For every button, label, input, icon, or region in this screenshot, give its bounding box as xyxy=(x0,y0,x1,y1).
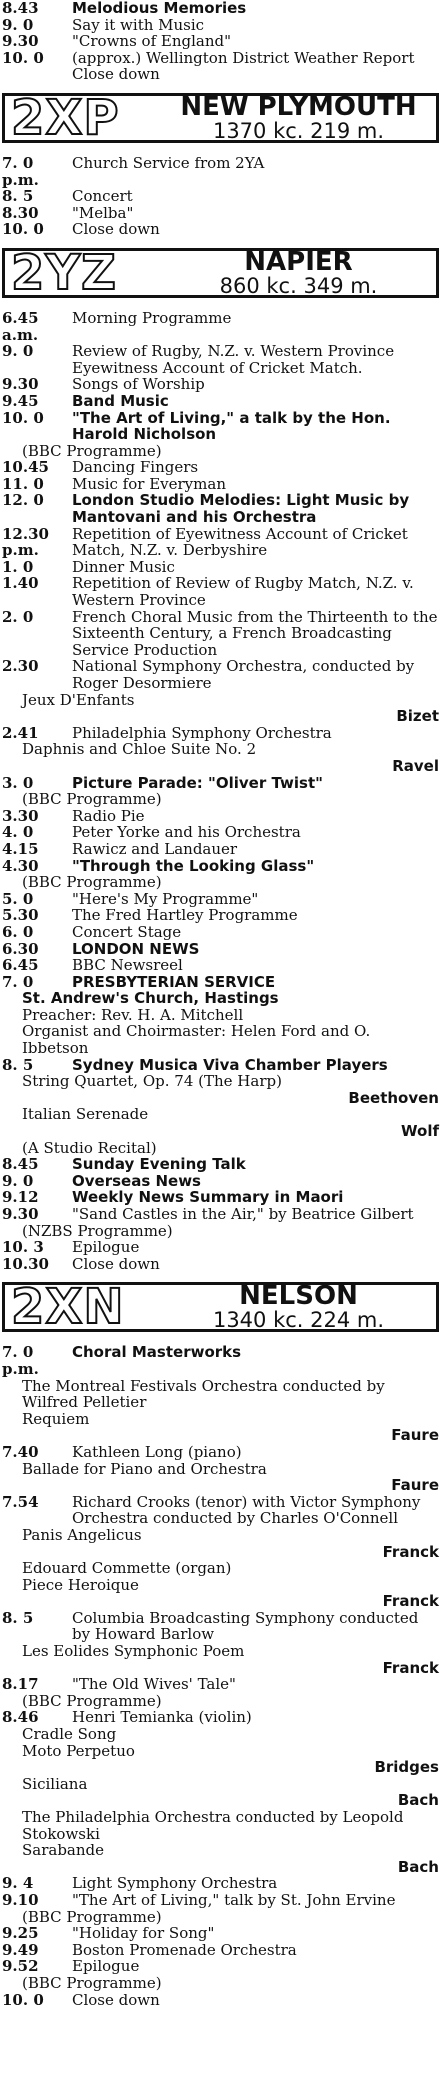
programme-item xyxy=(2,741,439,758)
programme-time xyxy=(2,1560,22,1577)
programme-title: (BBC Programme) xyxy=(22,790,162,809)
programme-time xyxy=(2,1693,22,1710)
programme-time: 9.49 xyxy=(2,1940,39,1959)
programme-title: Radio Pie xyxy=(72,806,145,825)
programme-time: 9.45 xyxy=(2,391,39,410)
station-kc: 1340 kc. xyxy=(212,1308,304,1333)
programme-title: (BBC Programme) xyxy=(22,1973,162,1992)
programme-title: French Choral Music from the Thirteenth to the Sixteenth Century, a French Broadcasting Service Production xyxy=(72,607,438,659)
composer-name: Beethoven xyxy=(348,1088,439,1107)
programme-item xyxy=(2,1577,439,1594)
programme-title: String Quartet, Op. 74 (The Harp) xyxy=(22,1072,282,1091)
programme-time: 9. 0 xyxy=(2,342,34,361)
programme-time: 8.46 xyxy=(2,1708,39,1727)
programme-time: 5. 0 xyxy=(2,889,34,908)
programme-title: Daphnis and Chloe Suite No. 2 xyxy=(22,740,257,759)
station-name: NELSON xyxy=(239,1281,358,1312)
programme-title: Say it with Music xyxy=(72,15,205,34)
programme-time: 9. 0 xyxy=(2,1171,34,1190)
programme-title: National Symphony Orchestra, conducted by Roger Desormiere xyxy=(72,657,415,692)
station-callsign: 2YZ xyxy=(11,244,117,301)
programme-time xyxy=(2,692,22,709)
station-wavelength: 219 m. xyxy=(310,118,385,143)
programme-item xyxy=(2,1206,439,1223)
programme-time: 3.30 xyxy=(2,806,39,825)
station-kc: 1370 kc. xyxy=(212,118,304,143)
programme-time: 10. 3 xyxy=(2,1238,44,1257)
station-info xyxy=(161,91,436,143)
programme-title: Preacher: Rev. H. A. Mitchell xyxy=(22,1005,244,1024)
programme-item xyxy=(2,1073,439,1090)
programme-time: 10. 0 xyxy=(2,408,44,427)
programme-title: Jeux D'Enfants xyxy=(22,690,135,709)
programme-time: 6.45 xyxy=(2,956,39,975)
programme-item xyxy=(2,1007,439,1024)
programme-time: 1.40 xyxy=(2,574,39,593)
station-callsign: 2XN xyxy=(11,1279,125,1336)
programme-item xyxy=(2,0,439,17)
programme-item xyxy=(2,924,439,941)
programme-title: Epilogue xyxy=(72,1238,140,1257)
programme-title: Close down xyxy=(72,220,160,239)
programme-item xyxy=(2,1809,439,1842)
programme-time: 7. 0 p.m. xyxy=(2,153,39,189)
programme-title: The Philadelphia Orchestra conducted by Leopold Stokowski xyxy=(22,1808,404,1843)
programme-title: Les Eolides Symphonic Poem xyxy=(22,1642,245,1661)
programme-item xyxy=(2,1925,439,1942)
programme-item xyxy=(2,1942,439,1959)
programme-title: Columbia Broadcasting Symphony conducted by Howard Barlow xyxy=(72,1608,419,1644)
programme-item xyxy=(2,1344,439,1377)
programme-item xyxy=(2,1875,439,1892)
programme-item xyxy=(2,1709,439,1726)
programme-time: 8.17 xyxy=(2,1675,39,1694)
station-name: NAPIER xyxy=(244,246,353,277)
programme-item xyxy=(2,1726,439,1743)
programme-time: 6.45 a.m. xyxy=(2,308,39,344)
programme-time xyxy=(2,1223,22,1240)
programme-item xyxy=(2,1239,439,1256)
programme-title: Philadelphia Symphony Orchestra xyxy=(72,723,332,742)
programme-time: 8. 5 xyxy=(2,1608,34,1627)
programme-time: 9.30 xyxy=(2,1205,39,1223)
programme-item xyxy=(2,155,439,188)
programme-time xyxy=(2,66,72,83)
programme-title: Close down xyxy=(72,1254,160,1273)
programme-item xyxy=(2,841,439,858)
programme-time xyxy=(2,1809,22,1842)
programme-title: Close down xyxy=(72,65,160,84)
programme-title: Eyewitness Account of Cricket Match. xyxy=(72,358,363,377)
programme-title: Concert Stage xyxy=(72,922,182,941)
programme-item xyxy=(2,1975,439,1992)
programme-time xyxy=(2,443,22,460)
programme-title: Italian Serenade xyxy=(22,1105,149,1124)
programme-item xyxy=(2,1156,439,1173)
programme-item xyxy=(2,692,439,709)
station-schedule xyxy=(2,155,439,238)
programme-item xyxy=(2,941,439,958)
composer-name: Wolf xyxy=(401,1122,439,1141)
programme-title: Repetition of Eyewitness Account of Cricket Match, N.Z. v. Derbyshire xyxy=(72,524,408,560)
programme-title: Weekly News Summary in Maori xyxy=(72,1188,344,1207)
programme-item xyxy=(2,1909,439,1926)
station-wavelength: 224 m. xyxy=(310,1308,385,1333)
programme-item xyxy=(2,1527,439,1544)
programme-item xyxy=(2,443,439,460)
programme-item xyxy=(2,1223,439,1240)
programme-item xyxy=(2,609,439,659)
composer-name: Franck xyxy=(382,1592,439,1611)
programme-time: 3. 0 xyxy=(2,773,34,792)
programme-item xyxy=(2,17,439,34)
programme-item xyxy=(2,1189,439,1206)
programme-title: "Through the Looking Glass" xyxy=(72,856,315,875)
programme-time xyxy=(2,1776,22,1793)
programme-time: 8.30 xyxy=(2,203,39,222)
programme-time: 7. 0 xyxy=(2,972,34,991)
programme-item xyxy=(2,1776,439,1793)
programme-title: Peter Yorke and his Orchestra xyxy=(72,823,301,842)
composer-name: Bach xyxy=(397,1791,439,1810)
programme-title: Light Symphony Orchestra xyxy=(72,1874,278,1893)
station-kc: 860 kc. xyxy=(219,273,297,298)
programme-item xyxy=(2,1378,439,1411)
programme-title: (BBC Programme) xyxy=(22,1907,162,1926)
programme-time: 7.40 xyxy=(2,1442,39,1461)
programme-time: 10.45 xyxy=(2,458,49,477)
programme-time: 9. 4 xyxy=(2,1874,34,1893)
programme-item xyxy=(2,791,439,808)
programme-item xyxy=(2,559,439,576)
programme-item xyxy=(2,310,439,343)
programme-title: Panis Angelicus xyxy=(22,1525,142,1544)
programme-title: Richard Crooks (tenor) with Victor Symphony Orchestra conducted by Charles O'Connell xyxy=(72,1492,421,1528)
programme-item xyxy=(2,658,439,691)
station-banner xyxy=(2,244,439,301)
programme-title: Repetition of Review of Rugby Match, N.Z. v. Western Province xyxy=(72,574,414,610)
station-info xyxy=(161,1283,436,1331)
programme-time: 10.30 xyxy=(2,1254,49,1273)
programme-time xyxy=(2,1140,22,1157)
programme-title: BBC Newsreel xyxy=(72,956,183,975)
programme-item xyxy=(2,1106,439,1123)
programme-title: Cradle Song xyxy=(22,1725,117,1744)
programme-title: Concert xyxy=(72,187,133,206)
programme-item xyxy=(2,1992,439,2009)
programme-item xyxy=(2,66,439,83)
station-callsign: 2XP xyxy=(11,89,120,146)
programme-title: St. Andrew's Church, Hastings xyxy=(22,989,279,1008)
programme-title: "Here's My Programme" xyxy=(72,889,259,908)
composer-name: Faure xyxy=(391,1426,439,1445)
programme-title: Picture Parade: "Oliver Twist" xyxy=(72,773,323,792)
composer-name: Franck xyxy=(382,1658,439,1677)
programme-time: 8.43 xyxy=(2,0,39,17)
programme-time: 9.25 xyxy=(2,1924,39,1943)
programme-title: Ballade for Piano and Orchestra xyxy=(22,1459,267,1478)
programme-time: 9.30 xyxy=(2,32,39,51)
station-wavelength: 349 m. xyxy=(303,273,378,298)
programme-item xyxy=(2,1693,439,1710)
programme-item xyxy=(2,1958,439,1975)
programme-item xyxy=(2,1444,439,1461)
programme-title: Sydney Musica Viva Chamber Players xyxy=(72,1055,388,1074)
programme-item xyxy=(2,874,439,891)
programme-time: 4.15 xyxy=(2,839,39,858)
station-frequency xyxy=(161,120,436,142)
programme-time: 4.30 xyxy=(2,856,39,875)
programme-item xyxy=(2,492,439,525)
programme-title: Henri Temianka (violin) xyxy=(72,1708,252,1727)
programme-time: 8. 5 xyxy=(2,1055,34,1074)
programme-time: 6. 0 xyxy=(2,922,34,941)
composer-name: Franck xyxy=(382,1542,439,1561)
programme-time: 8. 5 xyxy=(2,187,34,206)
programme-time: 7.54 xyxy=(2,1492,39,1511)
programme-title: Close down xyxy=(72,1990,160,2009)
station-frequency xyxy=(161,1309,436,1331)
programme-title: Morning Programme xyxy=(72,308,232,327)
station-banner xyxy=(2,1279,439,1336)
programme-time: 9. 0 xyxy=(2,15,34,34)
programme-title: "The Art of Living," talk by St. John Ervine xyxy=(72,1890,396,1909)
station-schedule xyxy=(2,1344,439,2008)
composer-name: Ravel xyxy=(392,756,439,775)
programme-title: Boston Promenade Orchestra xyxy=(72,1940,297,1959)
programme-time: 7. 0 p.m. xyxy=(2,1343,39,1378)
programme-item xyxy=(2,1173,439,1190)
programme-item xyxy=(2,957,439,974)
composer-name: Bach xyxy=(397,1857,439,1876)
programme-title: Kathleen Long (piano) xyxy=(72,1442,242,1461)
programme-time xyxy=(2,1842,22,1859)
programme-time: 10. 0 xyxy=(2,220,44,239)
programme-item xyxy=(2,824,439,841)
programme-item xyxy=(2,990,439,1007)
programme-item xyxy=(2,1023,439,1056)
programme-time xyxy=(2,360,72,377)
programme-time: 10. 0 xyxy=(2,1990,44,2009)
programme-item xyxy=(2,1610,439,1643)
programme-item xyxy=(2,526,439,559)
programme-item xyxy=(2,50,439,67)
programme-item xyxy=(2,725,439,742)
composer-name: Faure xyxy=(391,1476,439,1495)
programme-item xyxy=(2,1140,439,1157)
programme-title: Organist and Choirmaster: Helen Ford and O. Ibbetson xyxy=(22,1022,371,1058)
programme-item xyxy=(2,858,439,875)
programme-time: 1. 0 xyxy=(2,557,34,576)
programme-item xyxy=(2,360,439,377)
programme-item xyxy=(2,1411,439,1428)
programme-item xyxy=(2,205,439,222)
programme-title: "The Old Wives' Tale" xyxy=(72,1675,236,1694)
station-info xyxy=(161,246,436,298)
programme-title: Epilogue xyxy=(72,1957,140,1976)
programme-item xyxy=(2,221,439,238)
programme-item xyxy=(2,1892,439,1909)
programme-time: 5.30 xyxy=(2,906,39,925)
programme-time xyxy=(2,1527,22,1544)
programme-title: Church Service from 2YA xyxy=(72,153,265,172)
programme-time: 2.41 xyxy=(2,723,39,742)
programme-title: Melodious Memories xyxy=(72,0,247,17)
programme-title: Rawicz and Landauer xyxy=(72,839,238,858)
programme-time xyxy=(2,1909,22,1926)
programme-title: Dancing Fingers xyxy=(72,458,199,477)
programme-title: (A Studio Recital) xyxy=(22,1138,157,1157)
programme-time: 11. 0 xyxy=(2,474,44,493)
programme-title: LONDON NEWS xyxy=(72,939,200,958)
programme-item xyxy=(2,1560,439,1577)
programme-time xyxy=(2,1577,22,1594)
programme-item xyxy=(2,410,439,443)
programme-time: 8.45 xyxy=(2,1155,39,1174)
programme-title: The Fred Hartley Programme xyxy=(72,906,298,925)
programme-title: (BBC Programme) xyxy=(22,873,162,892)
programme-item xyxy=(2,1643,439,1660)
programme-time xyxy=(2,1411,22,1428)
programme-item xyxy=(2,808,439,825)
programme-item xyxy=(2,1057,439,1074)
programme-item xyxy=(2,1743,439,1760)
programme-time: 9.52 xyxy=(2,1957,39,1976)
programme-title: (NZBS Programme) xyxy=(22,1221,173,1240)
programme-title: (approx.) Wellington District Weather Report xyxy=(72,48,415,67)
programme-item xyxy=(2,1494,439,1527)
programme-title: Moto Perpetuo xyxy=(22,1741,135,1760)
programme-title: "Melba" xyxy=(72,203,134,222)
programme-title: Dinner Music xyxy=(72,557,175,576)
programme-time xyxy=(2,791,22,808)
programme-title: Piece Heroique xyxy=(22,1575,139,1594)
programme-item xyxy=(2,1842,439,1859)
programme-item xyxy=(2,891,439,908)
programme-item xyxy=(2,343,439,360)
programme-time xyxy=(2,990,22,1007)
programme-time: 2. 0 xyxy=(2,607,34,626)
programme-item xyxy=(2,575,439,608)
programme-time xyxy=(2,1378,22,1411)
station-frequency xyxy=(161,275,436,297)
programme-time: 4. 0 xyxy=(2,823,34,842)
programme-item xyxy=(2,1461,439,1478)
composer-name: Bridges xyxy=(374,1758,439,1777)
station-name: NEW PLYMOUTH xyxy=(180,91,417,122)
programme-title: "The Art of Living," a talk by the Hon. Harold Nicholson xyxy=(72,408,391,444)
programme-time: 10. 0 xyxy=(2,48,44,67)
programme-time: 9.10 xyxy=(2,1890,39,1909)
programme-item xyxy=(2,459,439,476)
programme-item xyxy=(2,393,439,410)
programme-item xyxy=(2,974,439,991)
programme-title: London Studio Melodies: Light Music by Mantovani and his Orchestra xyxy=(72,491,410,527)
programme-time xyxy=(2,1975,22,1992)
programme-title: The Montreal Festivals Orchestra conducted by Wilfred Pelletier xyxy=(22,1376,385,1412)
programme-title: Review of Rugby, N.Z. v. Western Province xyxy=(72,342,395,361)
station-schedule xyxy=(2,310,439,1272)
programme-title: Sunday Evening Talk xyxy=(72,1155,246,1174)
programme-title: PRESBYTERIAN SERVICE xyxy=(72,972,276,991)
programme-time xyxy=(2,1007,22,1024)
programme-time: 12. 0 xyxy=(2,491,44,510)
composer-name: Bizet xyxy=(396,707,439,726)
programme-item xyxy=(2,188,439,205)
programme-time xyxy=(2,741,22,758)
programme-title: Edouard Commette (organ) xyxy=(22,1559,232,1578)
programme-time xyxy=(2,1073,22,1090)
programme-time: 9.30 xyxy=(2,375,39,394)
programme-title: "Sand Castles in the Air," by Beatrice Gilbert xyxy=(72,1205,414,1223)
programme-title: Band Music xyxy=(72,391,169,410)
programme-title: Siciliana xyxy=(22,1774,88,1793)
programme-time xyxy=(2,1106,22,1123)
programme-title: Songs of Worship xyxy=(72,375,205,394)
programme-title: Sarabande xyxy=(22,1841,105,1860)
programme-time xyxy=(2,1743,22,1760)
top-listing xyxy=(2,0,439,83)
programme-title: (BBC Programme) xyxy=(22,1691,162,1710)
programme-title: Requiem xyxy=(22,1409,90,1428)
programme-item xyxy=(2,33,439,50)
programme-item xyxy=(2,907,439,924)
programme-time xyxy=(2,1726,22,1743)
programme-time: 9.12 xyxy=(2,1188,39,1207)
programme-time: 2.30 xyxy=(2,657,39,676)
station-banner xyxy=(2,89,439,146)
programme-time xyxy=(2,874,22,891)
programme-item xyxy=(2,1676,439,1693)
programme-time xyxy=(2,1643,22,1660)
programme-title: Music for Everyman xyxy=(72,474,226,493)
programme-time: 12.30 p.m. xyxy=(2,524,49,560)
programme-item xyxy=(2,775,439,792)
programme-title: (BBC Programme) xyxy=(22,441,162,460)
programme-item xyxy=(2,376,439,393)
programme-title: Choral Masterworks xyxy=(72,1343,242,1362)
programme-time: 6.30 xyxy=(2,939,39,958)
programme-time xyxy=(2,1023,22,1056)
programme-item xyxy=(2,1256,439,1273)
programme-title: "Holiday for Song" xyxy=(72,1924,215,1943)
programme-title: Overseas News xyxy=(72,1171,201,1190)
programme-time xyxy=(2,1461,22,1478)
programme-item xyxy=(2,476,439,493)
programme-title: "Crowns of England" xyxy=(72,32,232,51)
